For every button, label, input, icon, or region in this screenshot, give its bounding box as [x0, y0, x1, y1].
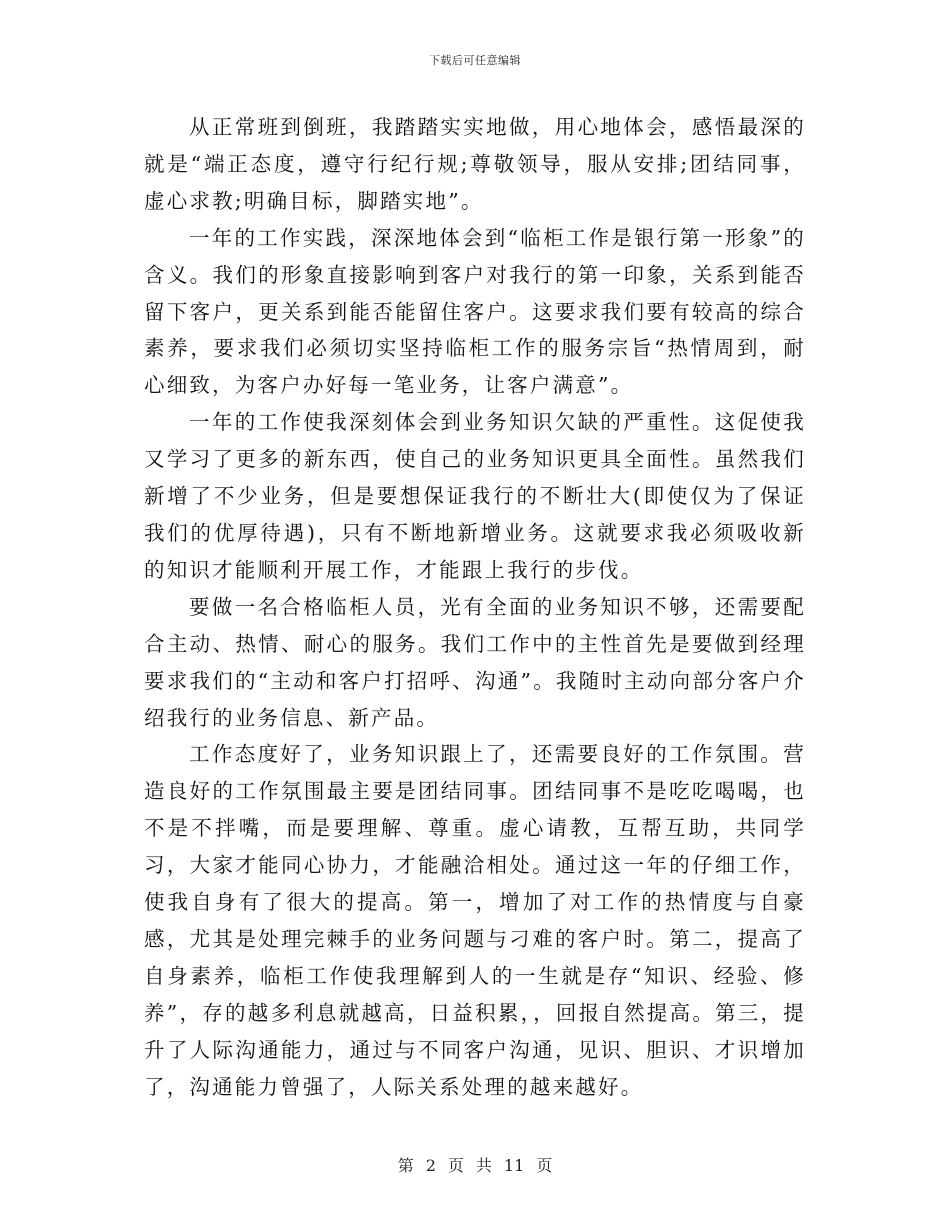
- document-body: [144, 109, 806, 1105]
- page-header-note: 下载后可任意编辑: [429, 54, 521, 67]
- footer-total-word: 共: [475, 1156, 492, 1175]
- paragraph: 要做一名合格临柜人员，光有全面的业务知识不够，还需要配合主动、热情、耐心的服务。我们工作中的主性首先是要做到经理要求我们的“主动和客户打招呼、沟通”。我随时主动向部分客户介绍我行的业务信息、新产品。: [144, 594, 806, 730]
- footer-page-number: 2: [425, 1156, 436, 1175]
- footer-page-word: 页: [447, 1156, 464, 1175]
- paragraph: 从正常班到倒班，我踏踏实实地做，用心地体会，感悟最深的就是“端正态度，遵守行纪行规;尊敬领导，服从安排;团结同事，虚心求教;明确目标，脚踏实地”。: [144, 115, 806, 213]
- paragraph: 一年的工作实践，深深地体会到“临柜工作是银行第一形象”的含义。我们的形象直接影响到客户对我行的第一印象，关系到能否留下客户，更关系到能否能留住客户。这要求我们要有较高的综合素养，要求我们必须切实坚持临柜工作的服务宗旨“热情周到，耐心细致，为客户办好每一笔业务，让客户满意”。: [144, 225, 806, 398]
- paragraph: 工作态度好了，业务知识跟上了，还需要良好的工作氛围。营造良好的工作氛围最主要是团结同事。团结同事不是吃吃喝喝，也不是不拌嘴，而是要理解、尊重。虚心请教，互帮互助，共同学习，大家才能同心协力，才能融洽相处。通过这一年的仔细工作，使我自身有了很大的提高。第一，增加了对工作的热情度与自豪感，尤其是处理完棘手的业务问题与刁难的客户时。第二，提高了自身素养，临柜工作使我理解到人的一生就是存“知识、经验、修养”，存的越多利息就越高，日益积累，，回报自然提高。第三，提升了人际沟通能力，通过与不同客户沟通，见识、胆识、才识增加了，沟通能力曾强了，人际关系处理的越来越好。: [144, 742, 806, 1099]
- page-footer: [0, 1153, 950, 1176]
- footer-total-pages: 11: [503, 1156, 525, 1175]
- footer-suffix: 页: [536, 1156, 553, 1175]
- footer-prefix: 第: [397, 1156, 414, 1175]
- paragraph: 一年的工作使我深刻体会到业务知识欠缺的严重性。这促使我又学习了更多的新东西，使自己的业务知识更具全面性。虽然我们新增了不少业务，但是要想保证我行的不断壮大(即使仅为了保证我们的优厚待遇)，只有不断地新增业务。这就要求我必须吸收新的知识才能顺利开展工作，才能跟上我行的步伐。: [144, 410, 806, 582]
